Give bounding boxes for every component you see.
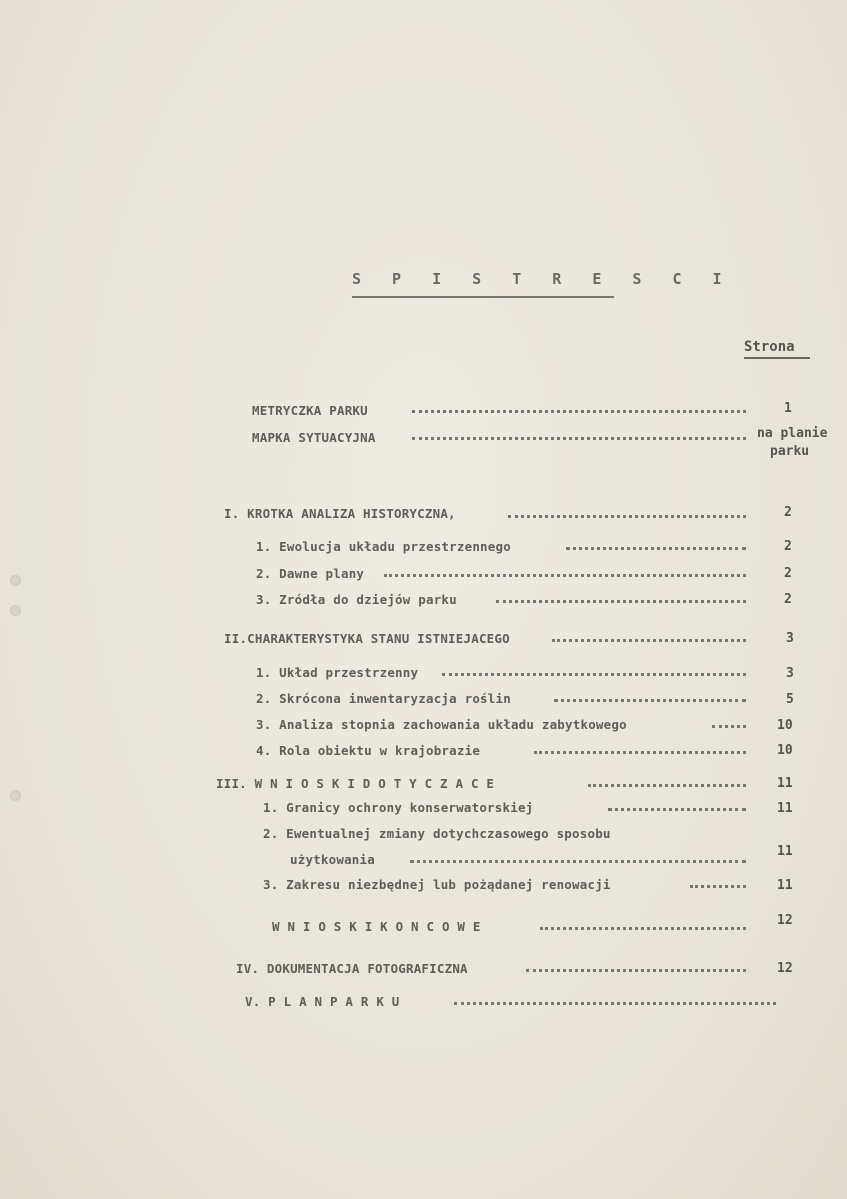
toc-entry-iii-2 bbox=[263, 826, 611, 841]
toc-entry-label: 2. Skrócona inwentaryzacja roślin bbox=[256, 691, 511, 706]
toc-leader-dots bbox=[442, 673, 746, 676]
toc-entry-page: 2 bbox=[784, 566, 792, 581]
toc-entry-iii-2-line2 bbox=[290, 852, 375, 867]
toc-entry-label: 3. Analiza stopnia zachowania układu zabytkowego bbox=[256, 717, 627, 732]
toc-entry-page: 1 bbox=[784, 401, 792, 416]
toc-section-iii bbox=[216, 776, 494, 791]
toc-entry-metryczka bbox=[252, 403, 368, 418]
title-underline bbox=[352, 296, 614, 298]
toc-leader-dots bbox=[690, 885, 746, 888]
toc-entry-page: 2 bbox=[784, 539, 792, 554]
toc-entry-label: 4. Rola obiektu w krajobrazie bbox=[256, 743, 481, 758]
toc-leader-dots bbox=[412, 437, 746, 440]
toc-entry-page: 11 bbox=[777, 776, 793, 791]
toc-entry-page: na planie bbox=[757, 426, 828, 441]
toc-leader-dots bbox=[534, 751, 746, 754]
toc-entry-page: 12 bbox=[777, 961, 793, 976]
punch-hole bbox=[10, 605, 21, 616]
punch-hole bbox=[10, 790, 21, 801]
toc-leader-dots bbox=[410, 860, 746, 863]
toc-entry-ii-3 bbox=[256, 717, 627, 732]
toc-section-ii bbox=[224, 631, 510, 646]
toc-entry-label: IV. DOKUMENTACJA FOTOGRAFICZNA bbox=[236, 961, 468, 976]
toc-entry-page: 2 bbox=[784, 505, 792, 520]
toc-entry-i-3 bbox=[256, 592, 457, 607]
toc-entry-label: 2. Ewentualnej zmiany dotychczasowego sposobu bbox=[263, 826, 611, 841]
toc-entry-label: V. P L A N P A R K U bbox=[245, 994, 400, 1009]
toc-entry-mapka bbox=[252, 430, 376, 445]
toc-entry-page: 3 bbox=[786, 666, 794, 681]
toc-entry-label: I. KROTKA ANALIZA HISTORYCZNA, bbox=[224, 506, 456, 521]
toc-section-v bbox=[245, 994, 400, 1009]
toc-entry-label: MAPKA SYTUACYJNA bbox=[252, 430, 376, 445]
toc-leader-dots bbox=[526, 969, 746, 972]
toc-leader-dots bbox=[384, 574, 746, 577]
toc-leader-dots bbox=[496, 600, 746, 603]
punch-hole bbox=[10, 575, 21, 586]
toc-entry-i-2 bbox=[256, 566, 364, 581]
toc-leader-dots bbox=[588, 784, 746, 787]
toc-entry-page: 11 bbox=[777, 801, 793, 816]
toc-entry-label: W N I O S K I K O N C O W E bbox=[272, 919, 481, 934]
toc-leader-dots bbox=[552, 639, 746, 642]
toc-leader-dots bbox=[412, 410, 746, 413]
toc-entry-label: 1. Ewolucja układu przestrzennego bbox=[256, 539, 511, 554]
toc-section-iv bbox=[236, 961, 468, 976]
toc-entry-label: II.CHARAKTERYSTYKA STANU ISTNIEJACEGO bbox=[224, 631, 510, 646]
toc-entry-page: 10 bbox=[777, 718, 793, 733]
toc-entry-i-1 bbox=[256, 539, 511, 554]
toc-entry-page: 11 bbox=[777, 878, 793, 893]
toc-entry-page: 3 bbox=[786, 631, 794, 646]
toc-entry-label: 2. Dawne plany bbox=[256, 566, 365, 581]
toc-entry-ii-2 bbox=[256, 691, 511, 706]
page-column-underline bbox=[744, 357, 810, 359]
toc-entry-page: 11 bbox=[777, 844, 793, 859]
toc-leader-dots bbox=[566, 547, 746, 550]
toc-leader-dots bbox=[712, 725, 746, 728]
document-title: S P I S T R E S C I bbox=[352, 270, 733, 288]
toc-entry-label-line2: użytkowania bbox=[290, 852, 375, 867]
toc-entry-ii-4 bbox=[256, 743, 480, 758]
toc-entry-label: 1. Granicy ochrony konserwatorskiej bbox=[263, 800, 534, 815]
toc-entry-label: 3. Zródła do dziejów parku bbox=[256, 592, 457, 607]
page-column-header: Strona bbox=[744, 339, 795, 355]
toc-entry-ii-1 bbox=[256, 665, 418, 680]
toc-entry-label: 3. Zakresu niezbędnej lub pożądanej renowacji bbox=[263, 877, 611, 892]
toc-entry-label: METRYCZKA PARKU bbox=[252, 403, 368, 418]
toc-leader-dots bbox=[508, 515, 746, 518]
toc-section-i bbox=[224, 506, 456, 521]
toc-leader-dots bbox=[608, 808, 746, 811]
toc-entry-page: 5 bbox=[786, 692, 794, 707]
toc-leader-dots bbox=[540, 927, 746, 930]
toc-entry-iii-3 bbox=[263, 877, 611, 892]
toc-entry-label: 1. Układ przestrzenny bbox=[256, 665, 419, 680]
toc-entry-page: 10 bbox=[777, 743, 793, 758]
toc-entry-page: 2 bbox=[784, 592, 792, 607]
toc-entry-page-line2: parku bbox=[770, 444, 810, 459]
toc-entry-label: III. W N I O S K I D O T Y C Z A C E bbox=[216, 776, 495, 791]
toc-entry-iii-1 bbox=[263, 800, 533, 815]
toc-entry-page: 12 bbox=[777, 913, 793, 928]
toc-leader-dots bbox=[554, 699, 746, 702]
toc-leader-dots bbox=[454, 1002, 776, 1005]
toc-section-wnioski-koncowe bbox=[272, 919, 481, 934]
